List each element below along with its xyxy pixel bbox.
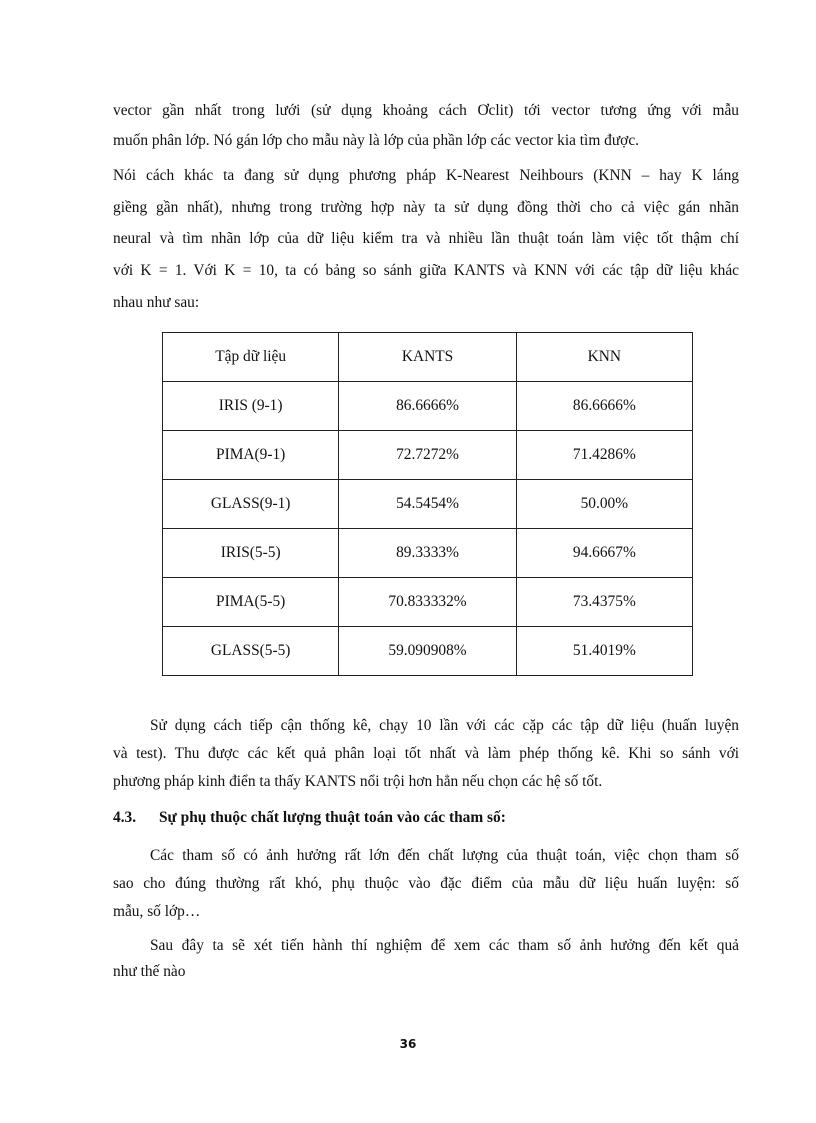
table-row: [163, 578, 693, 627]
table-cell: 72.7272%: [339, 431, 516, 480]
body-text-line: giềng gần nhất), nhưng trong trường hợp này ta sử dụng đồng thời cho cả việc gán nhãn: [113, 199, 739, 216]
table-cell: 51.4019%: [516, 627, 692, 676]
body-text-line: và test). Thu được các kết quả phân loại tốt nhất và làm phép thống kê. Khi so sánh với: [113, 745, 739, 762]
body-text-line: Nói cách khác ta đang sử dụng phương pháp K-Nearest Neihbours (KNN – hay K láng: [113, 167, 739, 184]
table-row: [163, 431, 693, 480]
body-text-line: nhau như sau:: [113, 294, 200, 311]
table-cell: 71.4286%: [516, 431, 692, 480]
table-row: [163, 382, 693, 431]
table-header-cell: KNN: [516, 333, 692, 382]
table-cell: GLASS(9-1): [163, 480, 339, 529]
table-header-row: [163, 333, 693, 382]
table-cell: 86.6666%: [339, 382, 516, 431]
page-number: 36: [399, 1037, 417, 1051]
table-cell: 59.090908%: [339, 627, 516, 676]
comparison-table: [162, 332, 693, 676]
section-number: 4.3.: [113, 809, 137, 826]
table-row: [163, 627, 693, 676]
body-text-line: phương pháp kinh điển ta thấy KANTS nổi trội hơn hẳn nếu chọn các hệ số tốt.: [113, 773, 603, 790]
body-text-line: với K = 1. Với K = 10, ta có bảng so sánh giữa KANTS và KNN với các tập dữ liệu khác: [113, 262, 739, 279]
section-title: Sự phụ thuộc chất lượng thuật toán vào các tham số:: [159, 809, 506, 826]
body-text-line: sao cho đúng thường rất khó, phụ thuộc vào đặc điểm của mẫu dữ liệu huấn luyện: số: [113, 875, 739, 892]
table-cell: GLASS(5-5): [163, 627, 339, 676]
body-text-line: muốn phân lớp. Nó gán lớp cho mẫu này là lớp của phần lớp các vector kia tìm được.: [113, 132, 640, 149]
body-text-line: Sử dụng cách tiếp cận thống kê, chạy 10 lần với các cặp các tập dữ liệu (huấn luyện: [150, 717, 739, 734]
body-text-line: như thế nào: [113, 963, 186, 980]
table-cell: 54.5454%: [339, 480, 516, 529]
body-text-line: Sau đây ta sẽ xét tiến hành thí nghiệm để xem các tham số ảnh hưởng đến kết quả: [150, 937, 739, 954]
body-text-line: Các tham số có ảnh hưởng rất lớn đến chất lượng của thuật toán, việc chọn tham số: [150, 847, 739, 864]
table-row: [163, 529, 693, 578]
table-header-cell: KANTS: [339, 333, 516, 382]
table-cell: 73.4375%: [516, 578, 692, 627]
table-cell: 50.00%: [516, 480, 692, 529]
table-cell: 70.833332%: [339, 578, 516, 627]
section-heading: [113, 808, 739, 828]
table-cell: IRIS (9-1): [163, 382, 339, 431]
body-text-line: neural và tìm nhãn lớp của dữ liệu kiểm tra và nhiều lần thuật toán làm việc tốt thậm chí: [113, 230, 739, 247]
table-cell: PIMA(5-5): [163, 578, 339, 627]
table-header-cell: Tập dữ liệu: [163, 333, 339, 382]
table-cell: 86.6666%: [516, 382, 692, 431]
table-cell: IRIS(5-5): [163, 529, 339, 578]
table-cell: PIMA(9-1): [163, 431, 339, 480]
table-row: [163, 480, 693, 529]
table-cell: 89.3333%: [339, 529, 516, 578]
table-cell: 94.6667%: [516, 529, 692, 578]
body-text-line: mẫu, số lớp…: [113, 903, 201, 920]
body-text-line: vector gần nhất trong lưới (sử dụng khoảng cách Ơclit) tới vector tương ứng với mẫu: [113, 102, 739, 119]
